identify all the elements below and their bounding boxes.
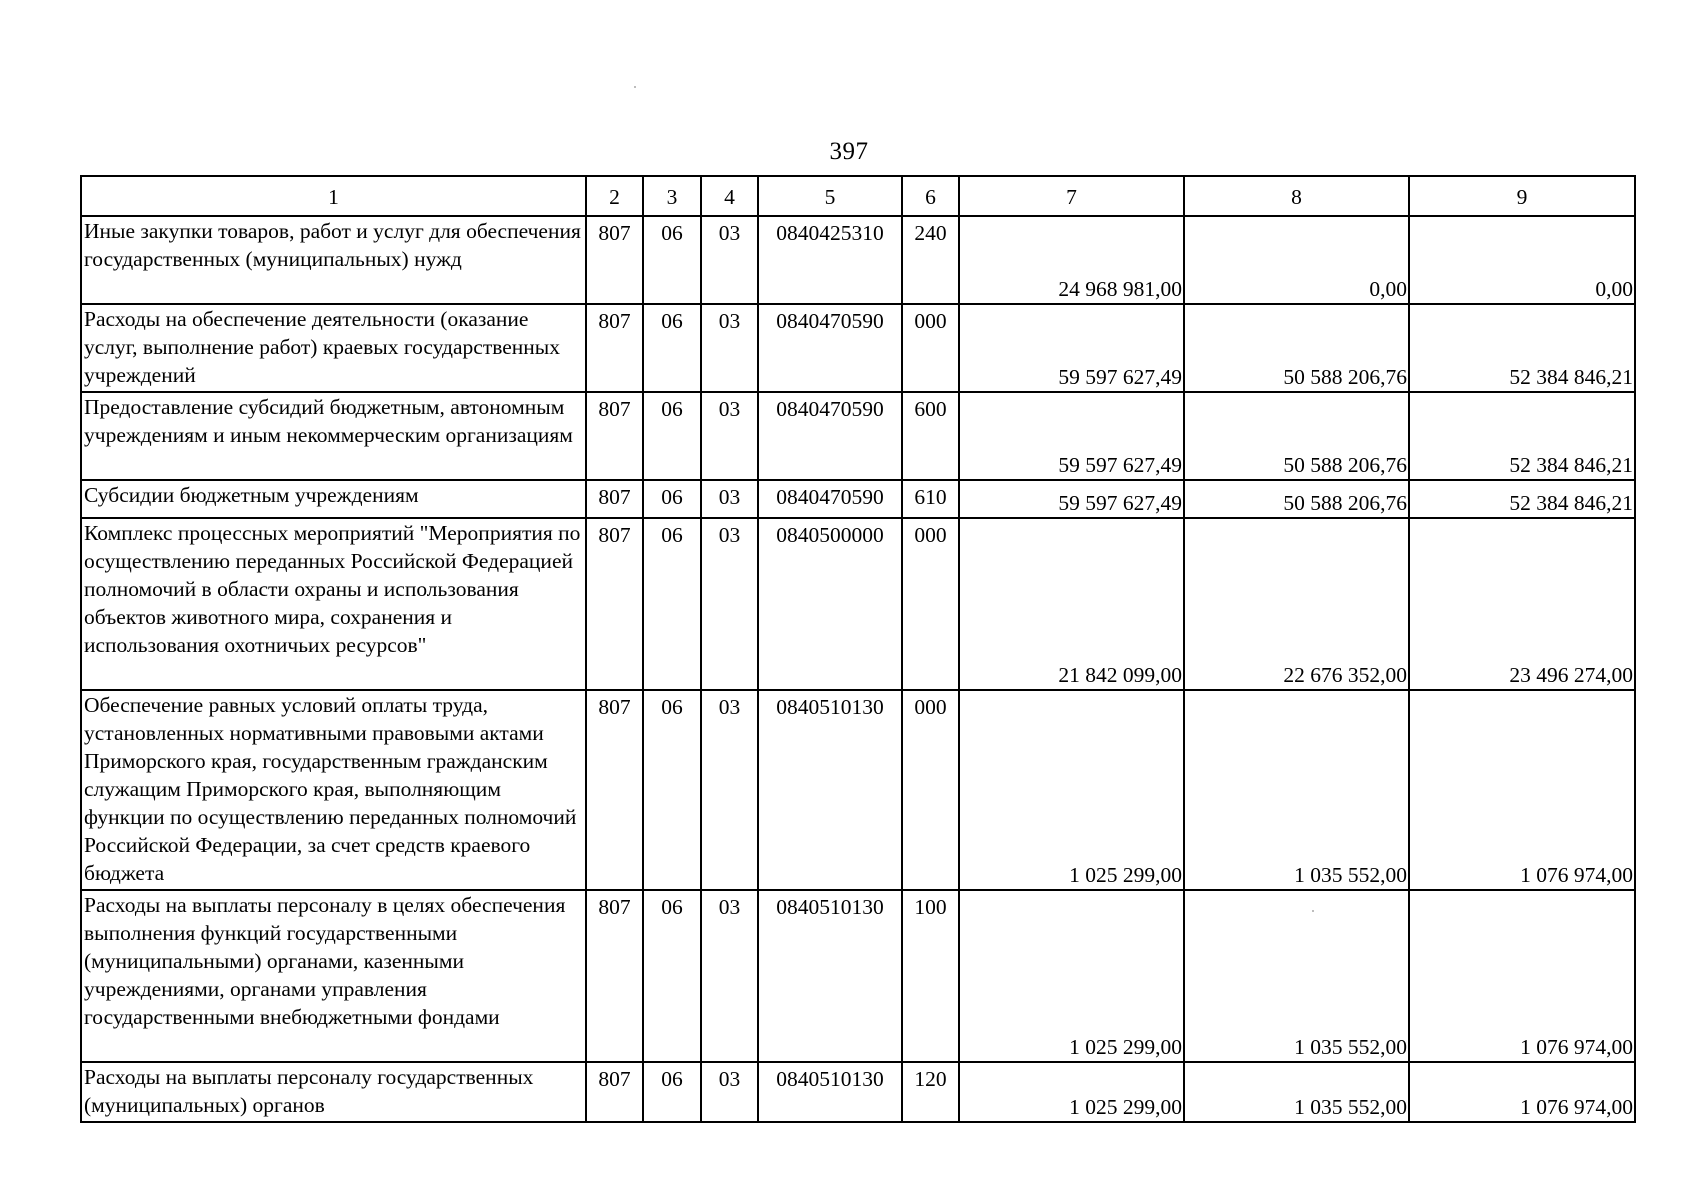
cell-col9: 1 076 974,00 [1409, 1062, 1635, 1122]
table-row [81, 480, 1635, 518]
cell-col5: 0840425310 [758, 216, 902, 304]
cell-col5: 0840510130 [758, 1062, 902, 1122]
column-header: 6 [902, 176, 959, 216]
table-row [81, 518, 1635, 690]
cell-col5: 0840470590 [758, 304, 902, 392]
cell-col8: 1 035 552,00 [1184, 890, 1409, 1062]
row-name: Расходы на обеспечение деятельности (оказание услуг, выполнение работ) краевых государственных учреждений [81, 304, 586, 392]
cell-col9: 23 496 274,00 [1409, 518, 1635, 690]
table-body [81, 176, 1635, 1122]
cell-col6: 610 [902, 480, 959, 518]
table-row [81, 1062, 1635, 1122]
table-row [81, 304, 1635, 392]
cell-col6: 000 [902, 304, 959, 392]
cell-col6: 240 [902, 216, 959, 304]
row-name: Комплекс процессных мероприятий "Мероприятия по осуществлению переданных Российской Федерацией полномочий в области охраны и использования объектов животного мира, сохранения и использования охотничьих ресурсов" [81, 518, 586, 690]
column-header: 1 [81, 176, 586, 216]
cell-col2: 807 [586, 890, 643, 1062]
cell-col3: 06 [643, 890, 701, 1062]
column-header: 5 [758, 176, 902, 216]
cell-col8: 50 588 206,76 [1184, 392, 1409, 480]
cell-col8: 0,00 [1184, 216, 1409, 304]
cell-col8: 22 676 352,00 [1184, 518, 1409, 690]
cell-col2: 807 [586, 392, 643, 480]
cell-col2: 807 [586, 690, 643, 890]
cell-col2: 807 [586, 216, 643, 304]
cell-col8: 1 035 552,00 [1184, 1062, 1409, 1122]
cell-col4: 03 [701, 304, 758, 392]
cell-col3: 06 [643, 690, 701, 890]
cell-col2: 807 [586, 480, 643, 518]
row-name: Субсидии бюджетным учреждениям [81, 480, 586, 518]
cell-col4: 03 [701, 392, 758, 480]
cell-col6: 100 [902, 890, 959, 1062]
cell-col7: 59 597 627,49 [959, 304, 1184, 392]
cell-col4: 03 [701, 216, 758, 304]
row-name: Предоставление субсидий бюджетным, автономным учреждениям и иным некоммерческим организациям [81, 392, 586, 480]
cell-col7: 24 968 981,00 [959, 216, 1184, 304]
cell-col4: 03 [701, 890, 758, 1062]
cell-col2: 807 [586, 304, 643, 392]
cell-col7: 59 597 627,49 [959, 392, 1184, 480]
cell-col4: 03 [701, 480, 758, 518]
cell-col2: 807 [586, 1062, 643, 1122]
row-name: Расходы на выплаты персоналу государственных (муниципальных) органов [81, 1062, 586, 1122]
cell-col7: 59 597 627,49 [959, 480, 1184, 518]
cell-col8: 1 035 552,00 [1184, 690, 1409, 890]
budget-table [80, 175, 1636, 1123]
cell-col4: 03 [701, 1062, 758, 1122]
column-header: 7 [959, 176, 1184, 216]
cell-col5: 0840500000 [758, 518, 902, 690]
column-header: 3 [643, 176, 701, 216]
table-row [81, 690, 1635, 890]
cell-col7: 1 025 299,00 [959, 1062, 1184, 1122]
cell-col9: 1 076 974,00 [1409, 890, 1635, 1062]
cell-col3: 06 [643, 304, 701, 392]
cell-col7: 21 842 099,00 [959, 518, 1184, 690]
cell-col6: 000 [902, 690, 959, 890]
cell-col4: 03 [701, 690, 758, 890]
cell-col9: 1 076 974,00 [1409, 690, 1635, 890]
cell-col3: 06 [643, 518, 701, 690]
cell-col3: 06 [643, 216, 701, 304]
row-name: Обеспечение равных условий оплаты труда, установленных нормативными правовыми актами Приморского края, государственным гражданским служащим Приморского края, выполняющим функции по осуществлению переданных полномочий Российской Федерации, за счет средств краевого бюджета [81, 690, 586, 890]
cell-col5: 0840470590 [758, 480, 902, 518]
cell-col8: 50 588 206,76 [1184, 304, 1409, 392]
column-header: 2 [586, 176, 643, 216]
column-header: 9 [1409, 176, 1635, 216]
cell-col6: 600 [902, 392, 959, 480]
cell-col9: 0,00 [1409, 216, 1635, 304]
cell-col3: 06 [643, 480, 701, 518]
cell-col2: 807 [586, 518, 643, 690]
row-name: Расходы на выплаты персоналу в целях обеспечения выполнения функций государственными (муниципальными) органами, казенными учреждениями, органами управления государственными внебюджетными фондами [81, 890, 586, 1062]
cell-col3: 06 [643, 392, 701, 480]
cell-col4: 03 [701, 518, 758, 690]
cell-col5: 0840510130 [758, 890, 902, 1062]
table-header-row [81, 176, 1635, 216]
cell-col5: 0840510130 [758, 690, 902, 890]
table-row [81, 392, 1635, 480]
cell-col7: 1 025 299,00 [959, 690, 1184, 890]
page-number: 397 [829, 138, 869, 165]
cell-col9: 52 384 846,21 [1409, 392, 1635, 480]
cell-col3: 06 [643, 1062, 701, 1122]
cell-col8: 50 588 206,76 [1184, 480, 1409, 518]
cell-col6: 120 [902, 1062, 959, 1122]
table-row [81, 890, 1635, 1062]
column-header: 4 [701, 176, 758, 216]
cell-col6: 000 [902, 518, 959, 690]
row-name: Иные закупки товаров, работ и услуг для обеспечения государственных (муниципальных) нужд [81, 216, 586, 304]
scan-speck [634, 86, 636, 88]
cell-col7: 1 025 299,00 [959, 890, 1184, 1062]
column-header: 8 [1184, 176, 1409, 216]
table-row [81, 216, 1635, 304]
cell-col9: 52 384 846,21 [1409, 304, 1635, 392]
scan-speck [1312, 910, 1314, 912]
cell-col5: 0840470590 [758, 392, 902, 480]
cell-col9: 52 384 846,21 [1409, 480, 1635, 518]
